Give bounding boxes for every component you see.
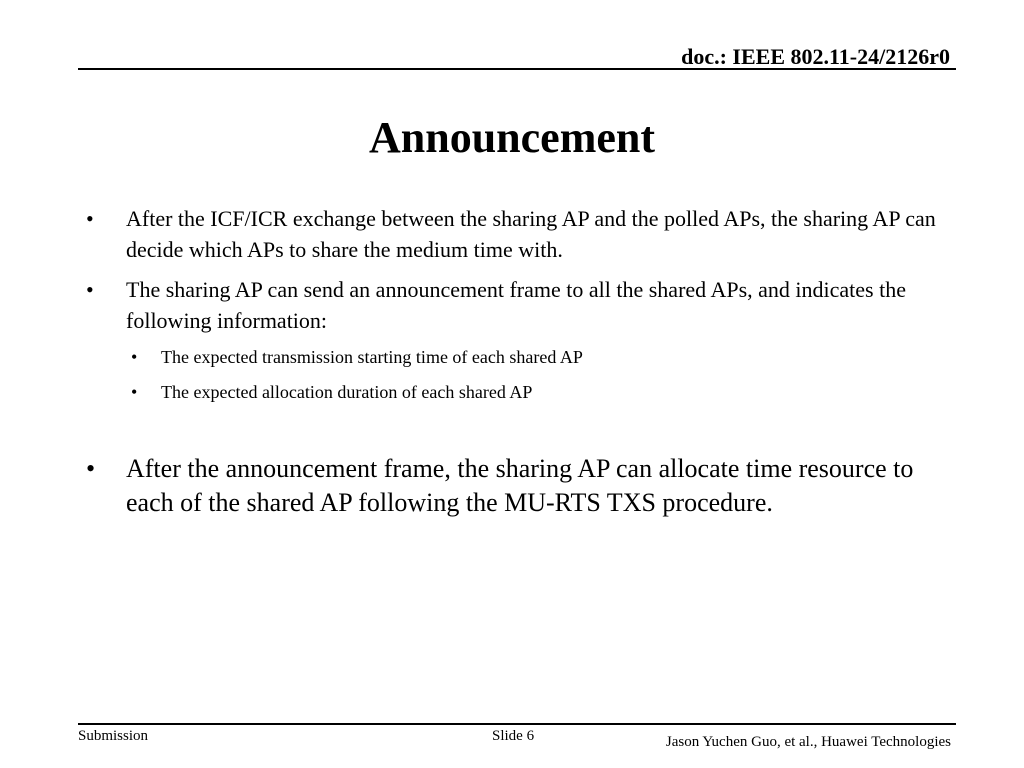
bullet-item (86, 203, 936, 265)
bullet-item (86, 274, 936, 336)
header-divider (78, 68, 956, 70)
footer-slide-number: Slide 6 (492, 728, 535, 744)
footer-divider (78, 723, 956, 725)
bullet-text: After the announcement frame, the sharing AP can allocate time resource to each of the shared AP following the MU-RTS TXS procedure. (126, 454, 914, 517)
footer-submission: Submission (78, 728, 149, 744)
bullet-list (86, 203, 936, 529)
sub-bullet-item (131, 345, 936, 369)
bullet-item (86, 452, 936, 520)
document-id: doc.: IEEE 802.11-24/2126r0 (681, 44, 950, 69)
footer-authors: Jason Yuchen Guo, et al., Huawei Technologies (665, 734, 951, 750)
bullet-marker: • (131, 347, 138, 367)
bullet-marker: • (86, 206, 94, 231)
bullet-text: The sharing AP can send an announcement frame to all the shared APs, and indicates the following information: (126, 277, 906, 333)
bullet-marker: • (86, 454, 96, 483)
sub-bullet-item (131, 380, 936, 404)
bullet-text: After the ICF/ICR exchange between the sharing AP and the polled APs, the sharing AP can decide which APs to share the medium time with. (126, 206, 936, 262)
sub-bullet-text: The expected allocation duration of each shared AP (161, 382, 533, 402)
bullet-marker: • (131, 382, 138, 402)
slide-title: Announcement (368, 113, 656, 162)
bullet-marker: • (86, 277, 94, 302)
sub-bullet-text: The expected transmission starting time of each shared AP (161, 347, 583, 367)
